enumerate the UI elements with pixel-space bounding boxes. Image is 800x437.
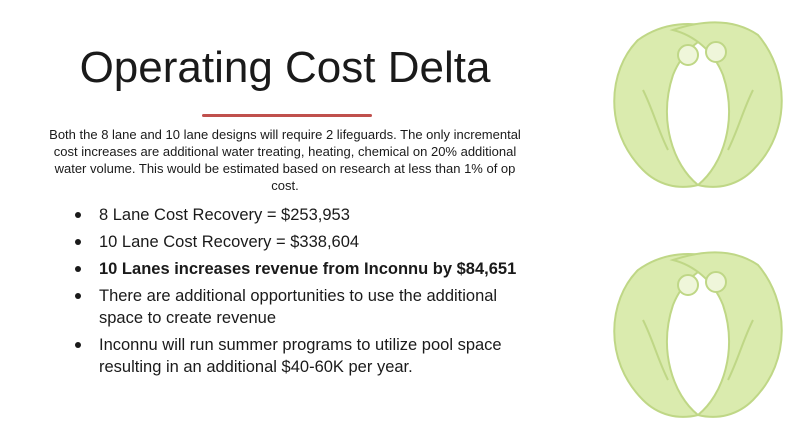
bullet-item — [72, 204, 522, 226]
bullet-dot-icon — [75, 293, 81, 299]
bullet-dot-icon — [75, 239, 81, 245]
bullet-text: Inconnu will run summer programs to utilize pool space resulting in an additional $40-60K per year. — [99, 336, 502, 376]
title-underline — [202, 114, 372, 117]
bullet-text: 8 Lane Cost Recovery = $253,953 — [99, 206, 350, 224]
intro-paragraph: Both the 8 lane and 10 lane designs will require 2 lifeguards. The only incremental cost increases are additional water treating, heating, chemical on 20% additional water volume. This would be estimated based on research at less than 1% of op cost. — [49, 127, 521, 193]
two-fish-circle-icon — [588, 0, 800, 200]
two-fish-circle-icon — [588, 230, 800, 430]
bullet-item — [72, 285, 522, 329]
bullet-item — [72, 258, 522, 280]
bullet-item — [72, 334, 522, 378]
bullet-item — [72, 231, 522, 253]
bullet-dot-icon — [75, 342, 81, 348]
bullet-dot-icon — [75, 266, 81, 272]
bullet-dot-icon — [75, 212, 81, 218]
slide-title: Operating Cost Delta — [79, 43, 491, 92]
bullet-list — [72, 204, 522, 383]
bullet-text: 10 Lanes increases revenue from Inconnu by $84,651 — [99, 260, 517, 278]
bullet-text: There are additional opportunities to use the additional space to create revenue — [99, 287, 498, 327]
bullet-text: 10 Lane Cost Recovery = $338,604 — [99, 233, 360, 251]
